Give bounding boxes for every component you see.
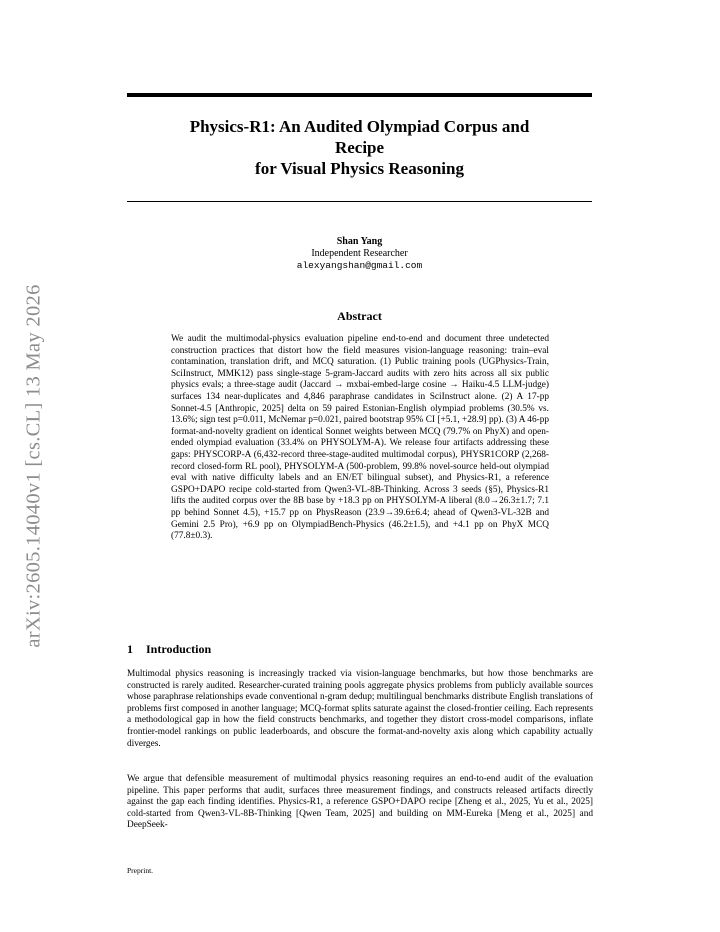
title-line: Recipe xyxy=(334,138,385,157)
section-number: 1 xyxy=(127,642,133,656)
paper-title xyxy=(127,116,592,179)
title-bottom-rule xyxy=(127,201,592,202)
title-top-rule xyxy=(127,93,592,97)
section-heading xyxy=(127,642,211,657)
abstract-text: We audit the multimodal-physics evaluation pipeline end-to-end and document three undetected construction practices that distort how the field measures vision-language reasoning: train–eval contamination, translation drift, and MCQ saturation. (1) Public training pools (UGPhysics-Train, SciInstruct, MMK12) pass single-stage 5-gram-Jaccard audits with zero hits across all six public physics evals; a three-stage audit (Jaccard → mxbai-embed-large cosine → Haiku-4.5 LLM-judge) surfaces 134 near-duplicates and 4,846 paraphrase candidates in SciInstruct alone. (2) A 17-pp Sonnet-4.5 [Anthropic, 2025] delta on 59 paired Estonian-English olympiad problems (30.5% vs. 13.6%; sign test p=0.011, McNemar p=0.021, paired bootstrap 95% CI [+5.1, +28.9] pp). (3) A 46-pp format-and-novelty gradient on identical Sonnet weights between MCQ (79.7% on PhyX) and open-ended olympiad evaluation (33.4% on PHYSOLYM-A). We release four artifacts addressing these gaps: PHYSCORP-A (6,432-record three-stage-audited multimodal corpus), PHYSR1CORP (2,268-record closed-form RL pool), PHYSOLYM-A (500-problem, 99.8% novel-source held-out olympiad eval with native difficulty labels and an EN/ET bilingual subset), and Physics-R1, a reference GSPO+DAPO recipe cold-started from Qwen3-VL-8B-Thinking. Across 3 seeds (§5), Physics-R1 lifts the audited corpus over the 8B base by +18.3 pp on PHYSOLYM-A liberal (8.0→26.3±1.7; 7.1 pp behind Sonnet 4.5), +15.7 pp on PhysReason (23.9→39.6±6.4; ahead of Qwen3-VL-32B and Gemini 2.5 Pro), +6.9 pp on OlympiadBench-Physics (46.2±1.5), and +4.1 pp on PhyX MCQ (77.8±0.3). xyxy=(171,334,549,542)
title-line: Physics-R1: An Audited Olympiad Corpus and xyxy=(189,117,530,136)
section-title: Introduction xyxy=(146,642,212,656)
intro-paragraph-2: We argue that defensible measurement of multimodal physics reasoning requires an end-to-end audit of the evaluation pipeline. This paper performs that audit, surfaces three measurement findings, and constructs released artifacts directly against the gap each finding identifies. Physics-R1, a reference GSPO+DAPO recipe [Zheng et al., 2025, Yu et al., 2025] cold-started from Qwen3-VL-8B-Thinking [Qwen Team, 2025] and building on MM-Eureka [Meng et al., 2025] and DeepSeek- xyxy=(127,774,593,831)
author-email: alexyangshan@gmail.com xyxy=(296,260,423,271)
abstract-heading: Abstract xyxy=(337,309,382,323)
title-line: for Visual Physics Reasoning xyxy=(255,159,464,178)
author-affiliation: Independent Researcher xyxy=(311,248,408,259)
arxiv-side-stamp: arXiv:2605.14040v1 [cs.CL] 13 May 2026 xyxy=(22,284,45,648)
author-block xyxy=(127,236,592,272)
footer-preprint: Preprint. xyxy=(127,866,154,875)
author-name: Shan Yang xyxy=(336,236,383,247)
intro-paragraph-1: Multimodal physics reasoning is increasingly tracked via vision-language benchmarks, but how those benchmarks are constructed is rarely audited. Researcher-curated training pools aggregate physics problems from publicly available sources whose paraphrase relationships evade conventional n-gram dedup; multilingual benchmarks distribute English translations of problems first composed in another language; MCQ-format splits saturate against the closed-frontier ceiling. Each represents a methodological gap in how the field constructs benchmarks, and together they distort cross-model comparisons, inflate frontier-model rankings on public leaderboards, and obscure the format-and-novelty axis along which capability actually diverges. xyxy=(127,669,593,749)
